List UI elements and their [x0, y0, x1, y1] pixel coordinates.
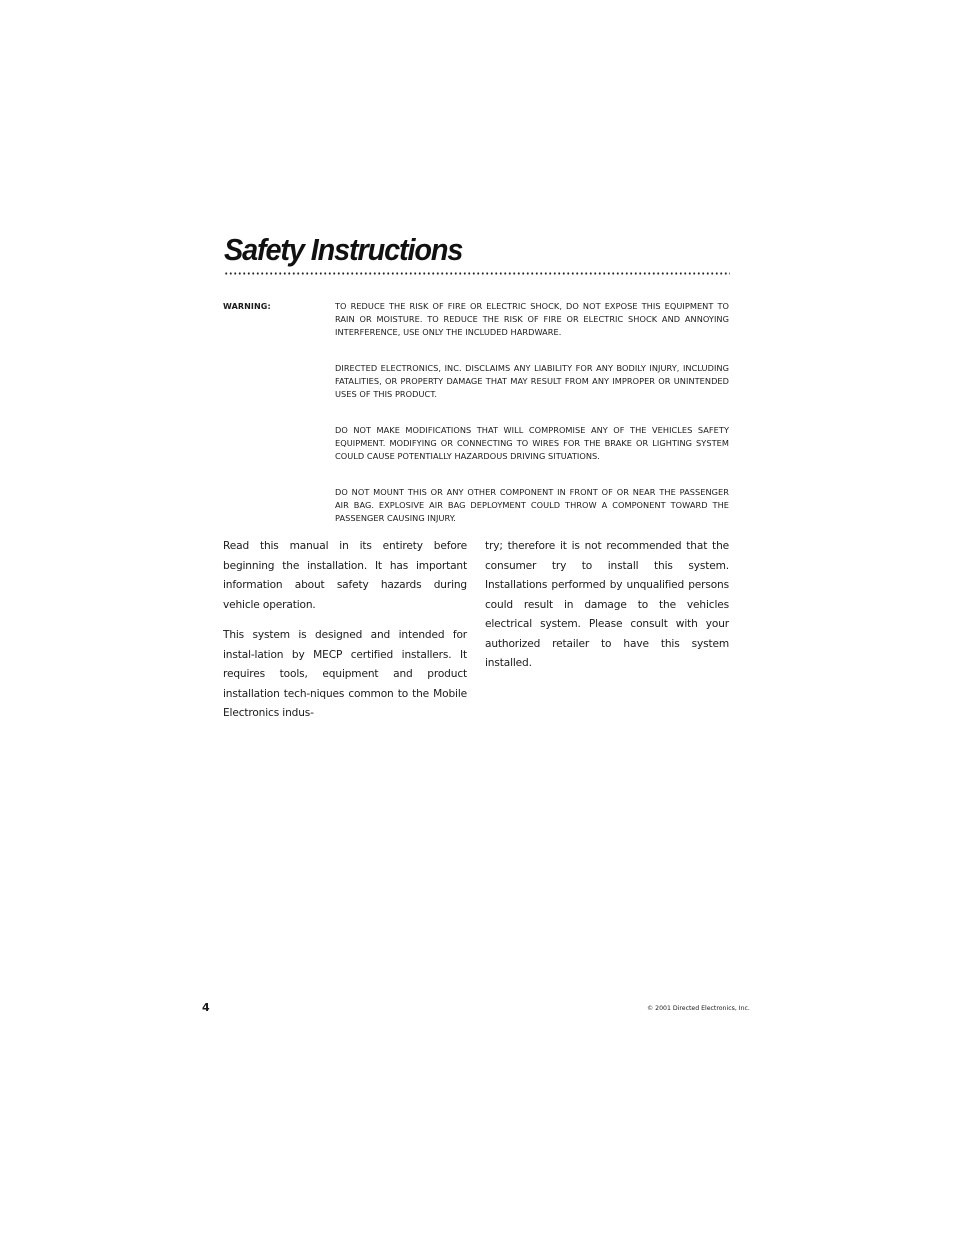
body-paragraph: try; therefore it is not recommended that the consumer try to install this system. Installations performed by unqualified persons could result in damage to the vehicles electrical system. Please consult with your authorized retailer to have this system installed. [485, 540, 729, 669]
warning-label: WARNING: [223, 302, 271, 311]
body-paragraph: Read this manual in its entirety before beginning the installation. It has important information about safety hazards during vehicle operation. [223, 540, 467, 611]
warning-paragraph: TO REDUCE THE RISK OF FIRE OR ELECTRIC SHOCK, DO NOT EXPOSE THIS EQUIPMENT TO RAIN OR MOISTURE. TO REDUCE THE RISK OF FIRE OR ELECTRIC SHOCK AND ANNOYING INTERFERENCE, USE ONLY THE INCLUDED HARDWARE. [335, 301, 729, 337]
body-column-left [223, 537, 467, 724]
copyright-notice: © 2001 Directed Electronics, Inc. [647, 1005, 750, 1012]
page-title: Safety Instructions [224, 232, 463, 267]
warning-paragraph: DO NOT MOUNT THIS OR ANY OTHER COMPONENT IN FRONT OF OR NEAR THE PASSENGER AIR BAG. EXPLOSIVE AIR BAG DEPLOYMENT COULD THROW A COMPONENT TOWARD THE PASSENGER CAUSING INJURY. [335, 487, 729, 523]
page-number: 4 [202, 1001, 210, 1014]
warning-paragraph: DO NOT MAKE MODIFICATIONS THAT WILL COMPROMISE ANY OF THE VEHICLES SAFETY EQUIPMENT. MODIFYING OR CONNECTING TO WIRES FOR THE BRAKE OR LIGHTING SYSTEM COULD CAUSE POTENTIALLY HAZARDOUS DRIVING SITUATIONS. [335, 425, 729, 461]
body-paragraph: This system is designed and intended for instal-lation by MECP certified installers. It requires tools, equipment and product installation tech-niques common to the Mobile Electronics indus- [223, 629, 467, 719]
warning-paragraph: DIRECTED ELECTRONICS, INC. DISCLAIMS ANY LIABILITY FOR ANY BODILY INJURY, INCLUDING FATALITIES, OR PROPERTY DAMAGE THAT MAY RESULT FROM ANY IMPROPER OR UNINTENDED USES OF THIS PRODUCT. [335, 363, 729, 399]
body-column-right [485, 537, 729, 674]
dotted-divider [224, 272, 730, 275]
